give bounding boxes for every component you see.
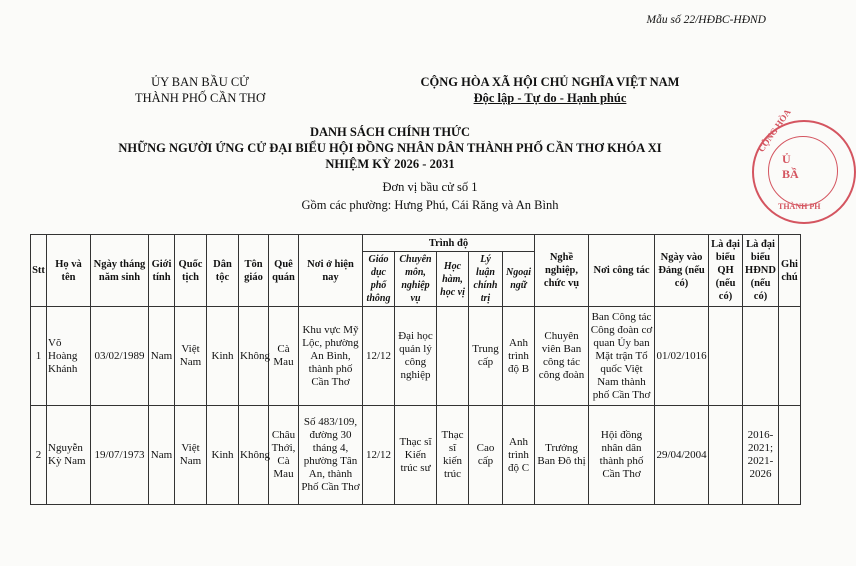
cell-academic bbox=[437, 307, 469, 406]
title-line-1: DANH SÁCH CHÍNH THỨC bbox=[309, 125, 471, 139]
header-council-delegate: Là đại biểu HĐND (nếu có) bbox=[743, 235, 779, 307]
stamp-arc-text: CỘNG HÒA bbox=[756, 107, 793, 154]
cell-hometown: Châu Thới, Cà Mau bbox=[269, 406, 299, 505]
header-language: Ngoại ngữ bbox=[503, 252, 535, 307]
stamp-center-text bbox=[782, 152, 799, 182]
cell-political: Cao cấp bbox=[469, 406, 503, 505]
cell-notes bbox=[779, 307, 801, 406]
header-name: Họ và tên bbox=[47, 235, 91, 307]
cell-occupation: Chuyên viên Ban công tác công đoàn bbox=[535, 307, 589, 406]
national-motto: Độc lập - Tự do - Hạnh phúc bbox=[473, 91, 627, 105]
header-education-group: Trình độ bbox=[363, 235, 535, 252]
cell-na-delegate bbox=[709, 406, 743, 505]
issuer-line-1: ỦY BAN BẦU CỬ bbox=[151, 75, 249, 89]
official-stamp-seal bbox=[752, 107, 856, 224]
form-number: Mẫu số 22/HĐBC-HĐND bbox=[646, 14, 766, 26]
table-row bbox=[31, 406, 801, 505]
cell-general-edu: 12/12 bbox=[363, 307, 395, 406]
table-row bbox=[31, 307, 801, 406]
header-political: Lý luận chính trị bbox=[469, 252, 503, 307]
cell-gender: Nam bbox=[149, 307, 175, 406]
header-na-delegate: Là đại biểu QH (nếu có) bbox=[709, 235, 743, 307]
title-line-3: NHIỆM KỲ 2026 - 2031 bbox=[325, 157, 455, 171]
title-line-2: NHỮNG NGƯỜI ỨNG CỬ ĐẠI BIỂU HỘI ĐỒNG NHÂN DÂN THÀNH PHỐ CẦN THƠ KHÓA XI bbox=[118, 141, 662, 155]
cell-party-date: 29/04/2004 bbox=[655, 406, 709, 505]
cell-language: Anh trình độ C bbox=[503, 406, 535, 505]
header-party-date: Ngày vào Đảng (nếu có) bbox=[655, 235, 709, 307]
header-gender: Giới tính bbox=[149, 235, 175, 307]
cell-ethnicity: Kinh bbox=[207, 307, 239, 406]
cell-dob: 19/07/1973 bbox=[91, 406, 149, 505]
cell-notes bbox=[779, 406, 801, 505]
cell-stt: 1 bbox=[31, 307, 47, 406]
cell-hometown: Cà Mau bbox=[269, 307, 299, 406]
document-title bbox=[80, 124, 700, 172]
header-occupation: Nghề nghiệp, chức vụ bbox=[535, 235, 589, 307]
cell-political: Trung cấp bbox=[469, 307, 503, 406]
header-general-edu: Giáo dục phổ thông bbox=[363, 252, 395, 307]
electoral-unit: Đơn vị bầu cử số 1 bbox=[382, 180, 478, 194]
cell-gender: Nam bbox=[149, 406, 175, 505]
cell-council-delegate: 2016-2021; 2021-2026 bbox=[743, 406, 779, 505]
header-workplace: Nơi công tác bbox=[589, 235, 655, 307]
header-nationality: Quốc tịch bbox=[175, 235, 207, 307]
cell-religion: Không bbox=[239, 406, 269, 505]
header-academic: Học hàm, học vị bbox=[437, 252, 469, 307]
national-title: CỘNG HÒA XÃ HỘI CHỦ NGHĨA VIỆT NAM bbox=[420, 75, 680, 89]
header-stt: Stt bbox=[31, 235, 47, 307]
cell-professional: Đại học quản lý công nghiệp bbox=[395, 307, 437, 406]
header-residence: Nơi ở hiện nay bbox=[299, 235, 363, 307]
candidates-table bbox=[30, 234, 801, 505]
cell-language: Anh trình độ B bbox=[503, 307, 535, 406]
cell-academic: Thạc sĩ kiến trúc bbox=[437, 406, 469, 505]
cell-workplace: Ban Công tác Công đoàn cơ quan Ủy ban Mặt trận Tổ quốc Việt Nam thành phố Cần Thơ bbox=[589, 307, 655, 406]
issuer-line-2: THÀNH PHỐ CẦN THƠ bbox=[135, 91, 265, 105]
cell-nationality: Việt Nam bbox=[175, 307, 207, 406]
stamp-bottom-text: THÀNH PH bbox=[778, 202, 821, 211]
wards-list: Gồm các phường: Hưng Phú, Cái Răng và An Bình bbox=[301, 198, 559, 212]
cell-religion: Không bbox=[239, 307, 269, 406]
header-dob: Ngày tháng năm sinh bbox=[91, 235, 149, 307]
header-ethnicity: Dân tộc bbox=[207, 235, 239, 307]
cell-name: Nguyễn Kỳ Nam bbox=[47, 406, 91, 505]
cell-na-delegate bbox=[709, 307, 743, 406]
cell-workplace: Hội đồng nhân dân thành phố Cần Thơ bbox=[589, 406, 655, 505]
cell-stt: 2 bbox=[31, 406, 47, 505]
cell-occupation: Trưởng Ban Đô thị bbox=[535, 406, 589, 505]
issuer-header bbox=[110, 74, 290, 106]
cell-ethnicity: Kinh bbox=[207, 406, 239, 505]
header-notes: Ghi chú bbox=[779, 235, 801, 307]
cell-dob: 03/02/1989 bbox=[91, 307, 149, 406]
cell-name: Võ Hoàng Khánh bbox=[47, 307, 91, 406]
cell-residence: Khu vực Mỹ Lộc, phường An Bình, thành phố Cần Thơ bbox=[299, 307, 363, 406]
cell-nationality: Việt Nam bbox=[175, 406, 207, 505]
stamp-inner-ring bbox=[768, 136, 838, 206]
national-header bbox=[400, 74, 700, 106]
stamp-center-line-2: BẦ bbox=[782, 167, 799, 181]
header-hometown: Quê quán bbox=[269, 235, 299, 307]
cell-professional: Thạc sĩ Kiến trúc sư bbox=[395, 406, 437, 505]
cell-party-date: 01/02/1016 bbox=[655, 307, 709, 406]
cell-council-delegate bbox=[743, 307, 779, 406]
stamp-center-line-1: Ủ bbox=[782, 152, 791, 166]
header-religion: Tôn giáo bbox=[239, 235, 269, 307]
cell-general-edu: 12/12 bbox=[363, 406, 395, 505]
cell-residence: Số 483/109, đường 30 tháng 4, phường Tân An, thành Phố Cần Thơ bbox=[299, 406, 363, 505]
header-professional: Chuyên môn, nghiệp vụ bbox=[395, 252, 437, 307]
